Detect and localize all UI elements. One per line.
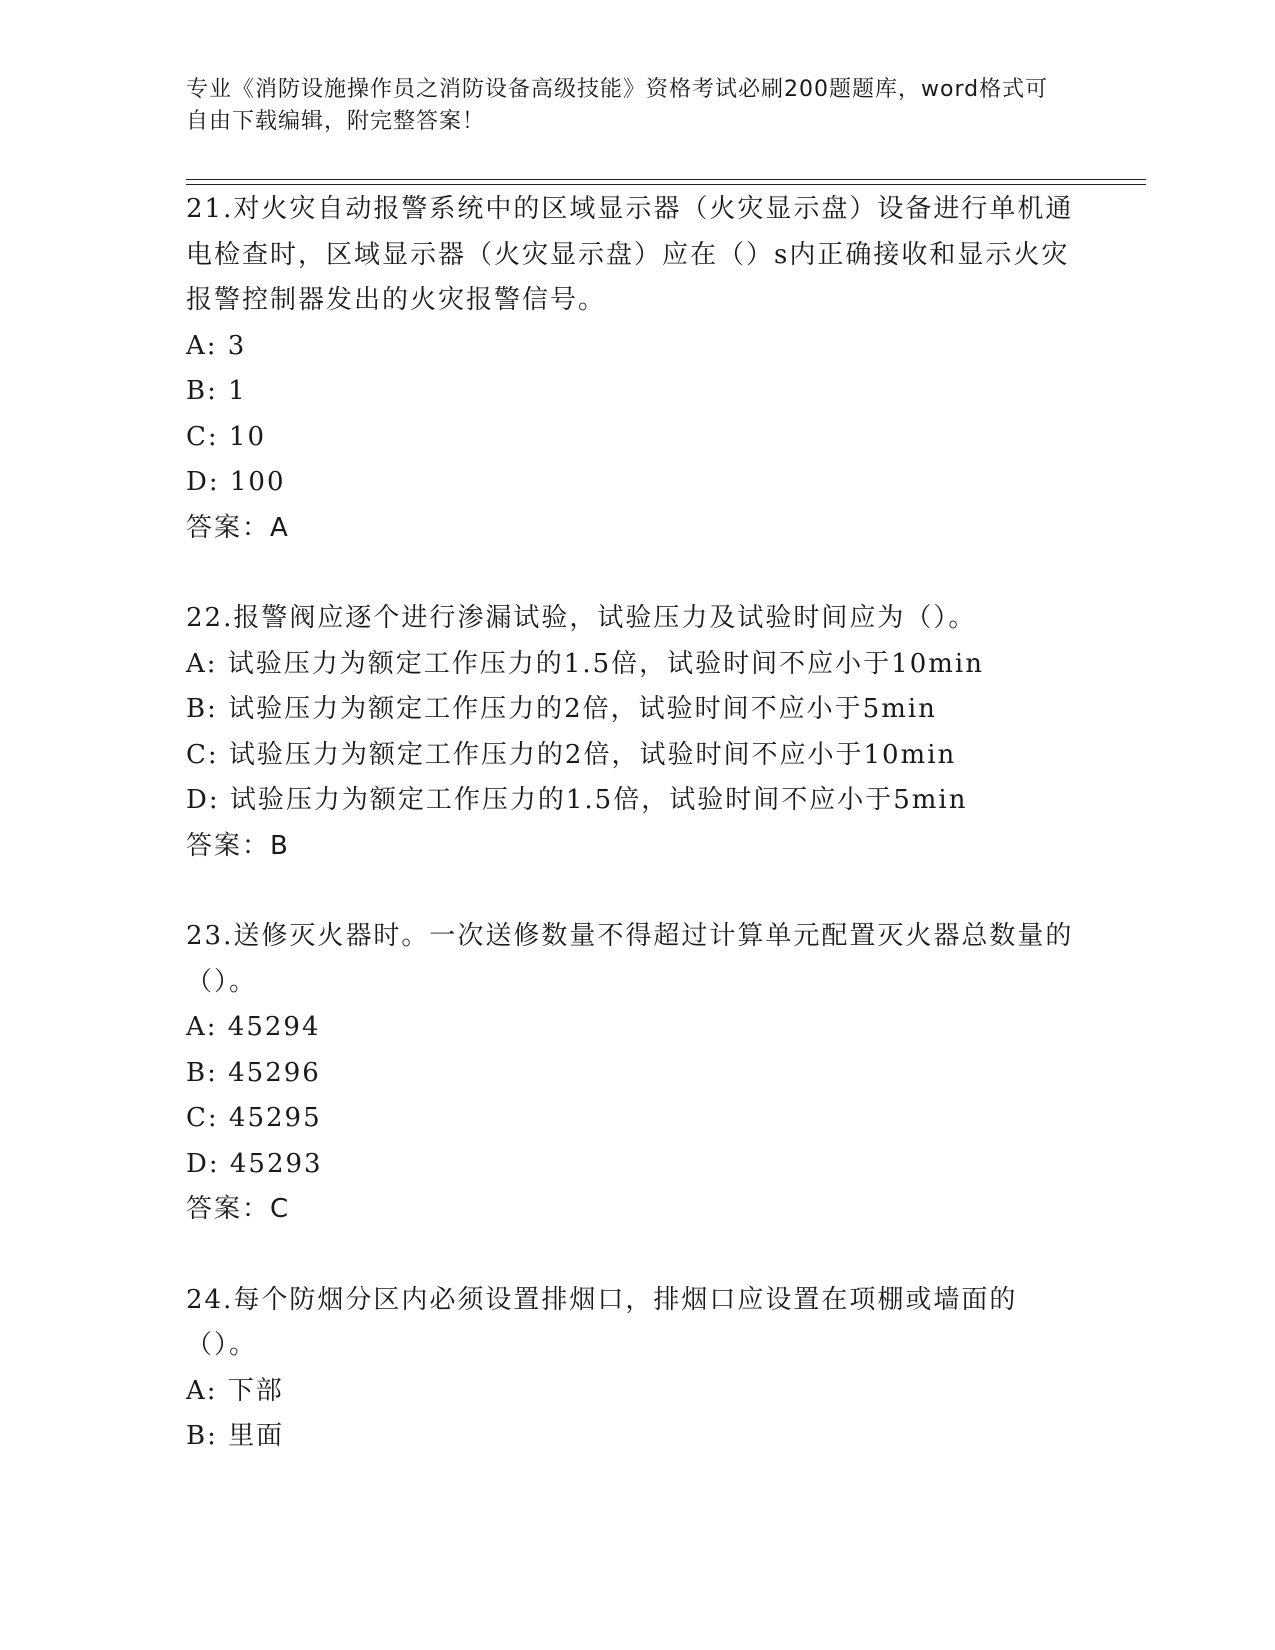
option-c: C: 45295 [186, 1103, 322, 1133]
question-22 [186, 596, 1086, 869]
header-intro-text: 专业《消防设施操作员之消防设备高级技能》资格考试必刷200题题库，word格式可自由下载编辑，附完整答案！ [186, 77, 1049, 134]
document-header [186, 74, 1066, 138]
header-divider-bottom [186, 184, 1146, 185]
option-a: A: 45294 [186, 1012, 321, 1042]
question-stem: 21.对火灾自动报警系统中的区域显示器（火灾显示盘）设备进行单机通电检查时，区域显示器（火灾显示盘）应在（）s内正确接收和显示火灾报警控制器发出的火灾报警信号。 [186, 194, 1074, 315]
question-stem: 22.报警阀应逐个进行渗漏试验，试验压力及试验时间应为（）。 [186, 603, 977, 633]
option-b: B: 试验压力为额定工作压力的2倍，试验时间不应小于5min [186, 694, 937, 724]
question-list [186, 187, 1086, 1460]
question-stem: 23.送修灭火器时。一次送修数量不得超过计算单元配置灭火器总数量的（）。 [186, 921, 1074, 997]
option-a: A: 试验压力为额定工作压力的1.5倍，试验时间不应小于10min [186, 648, 984, 679]
option-d: D: 100 [186, 467, 286, 497]
question-23 [186, 914, 1086, 1233]
question-21 [186, 187, 1086, 551]
question-24 [186, 1278, 1086, 1460]
option-c: C: 10 [186, 421, 267, 452]
option-a: A: 下部 [186, 1375, 284, 1406]
option-d: D: 45293 [186, 1148, 323, 1179]
question-stem: 24.每个防烟分区内必须设置排烟口，排烟口应设置在项棚或墙面的（）。 [186, 1284, 1018, 1360]
answer-line: 答案：B [186, 830, 290, 861]
option-b: B: 45296 [186, 1057, 321, 1088]
option-b: B: 里面 [186, 1421, 285, 1451]
option-a: A: 3 [186, 330, 247, 361]
answer-line: 答案：A [186, 512, 290, 543]
option-d: D: 试验压力为额定工作压力的1.5倍，试验时间不应小于5min [186, 785, 968, 815]
option-c: C: 试验压力为额定工作压力的2倍，试验时间不应小于10min [186, 739, 957, 770]
option-b: B: 1 [186, 376, 247, 406]
answer-line: 答案：C [186, 1194, 291, 1224]
header-divider-top [186, 179, 1146, 180]
